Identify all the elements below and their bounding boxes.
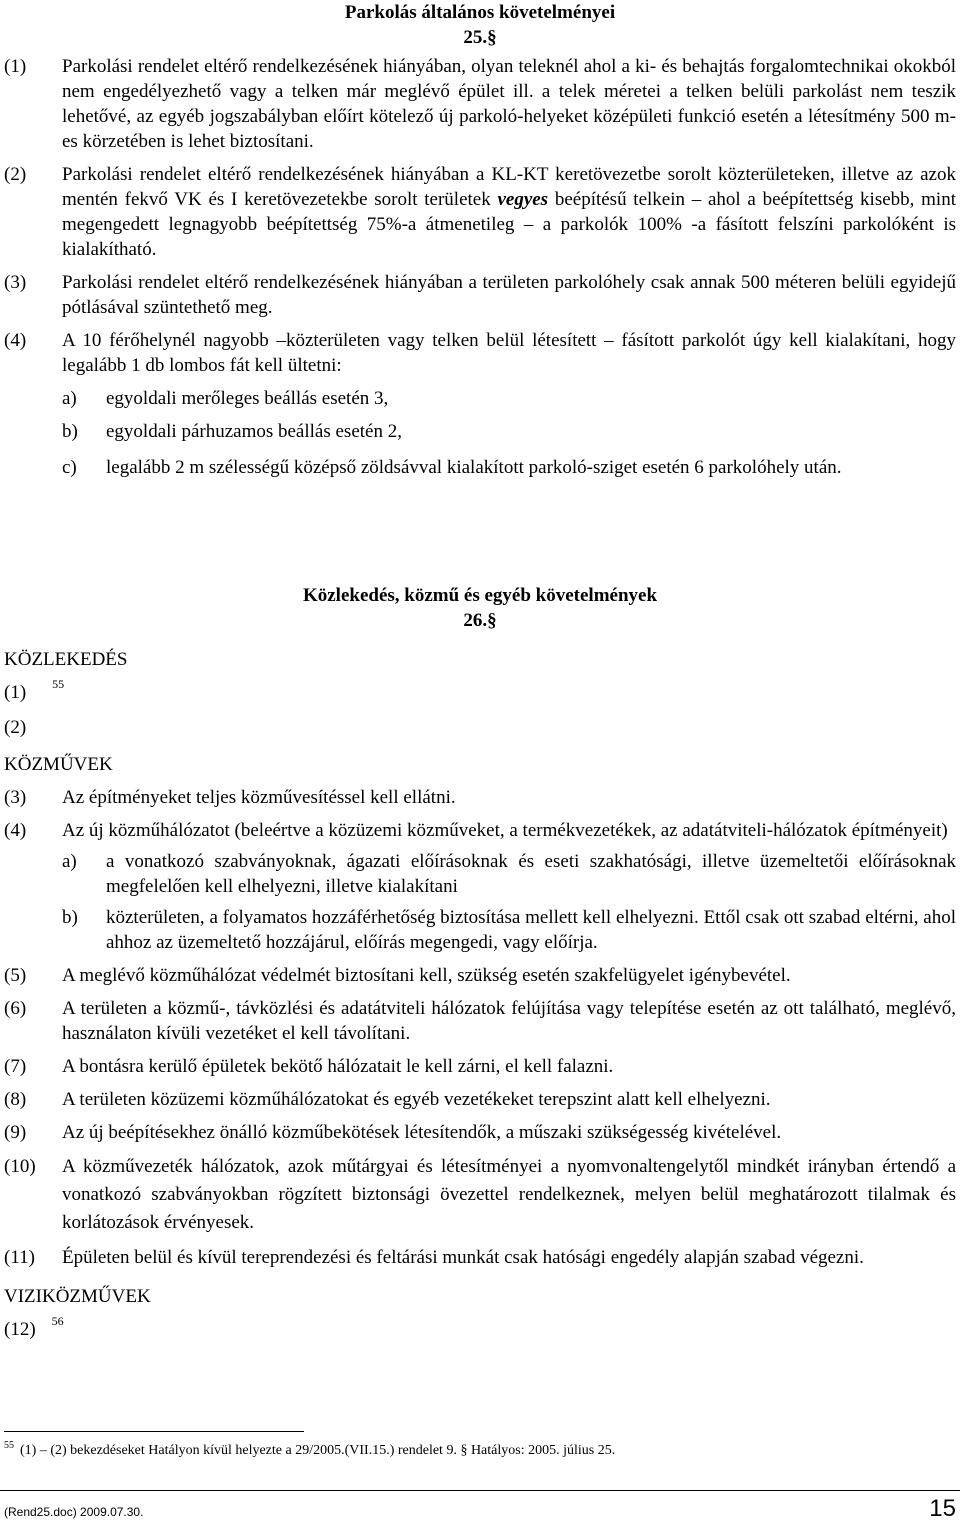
- list-text: egyoldali párhuzamos beállás esetén 2,: [106, 421, 402, 442]
- page-number: 15: [929, 1495, 956, 1522]
- paragraph-number: (2): [4, 164, 27, 185]
- paragraph-number: (4): [4, 820, 27, 841]
- footer-separator: [0, 1490, 960, 1491]
- list-letter: b): [62, 421, 78, 442]
- list-text: közterületen, a folyamatos hozzáférhetőség biztosítása mellett kell elhelyezni. Ettől csak ott szabad eltérni, ahol ahhoz az üzemeltető hozzájárul, előírás megengedi, vagy előírja.: [106, 907, 956, 953]
- paragraph-text: A 10 férőhelynél nagyobb –közterületen vagy telken belül létesített – fásított parkolót úgy kell kialakítani, hogy legalább 1 db lombos fát kell ültetni:: [62, 330, 956, 376]
- paragraph-text: A közművezeték hálózatok, azok műtárgyai és létesítményei a nyomvonaltengelytől mindkét irányban értendő a vonatkozó szabványokban rögzített biztonsági övezettel rendelkeznek, melyen belül meghatározott tilalmak és korlátozások érvényesek.: [62, 1156, 956, 1233]
- section-title: Parkolás általános követelményei: [344, 2, 616, 23]
- paragraph-5: [0, 963, 960, 988]
- list-letter: b): [62, 907, 78, 928]
- paragraph-number: (1): [4, 56, 27, 77]
- list-item: [0, 419, 960, 444]
- paragraph-number: (6): [4, 998, 27, 1019]
- paragraph-number: (3): [4, 272, 27, 293]
- paragraph-text: Az építményeket teljes közművesítéssel kell ellátni.: [62, 787, 456, 808]
- section-number: 25.§: [463, 27, 497, 48]
- paragraph-text: Az új beépítésekhez önálló közműbekötések létesítendők, a műszaki szükségesség kivételével.: [62, 1122, 782, 1143]
- paragraph-2: [0, 162, 960, 262]
- list-item: [0, 452, 960, 484]
- paragraph-6: [0, 996, 960, 1046]
- list-letter: a): [62, 851, 77, 872]
- paragraph-10: [0, 1153, 960, 1237]
- paragraph-text-part1: Parkolási rendelet eltérő rendelkezésének hiányában a KL-KT keretövezetbe sorolt közterületeken, illetve az azok mentén fekvő VK és I keretövezetekbe sorolt területek: [62, 164, 956, 210]
- list-text: legalább 2 m szélességű középső zöldsávval kialakított parkoló-sziget esetén 6 parkolóhely után.: [106, 457, 842, 478]
- paragraph-number: (1): [4, 682, 27, 703]
- paragraph-number: (4): [4, 330, 27, 351]
- paragraph-4: [0, 328, 960, 378]
- paragraph-number: (12): [4, 1319, 36, 1340]
- list-letter: c): [62, 457, 77, 478]
- paragraph-text: A területen közüzemi közműhálózatokat és egyéb vezetékeket terepszint alatt kell elhelyezni.: [62, 1089, 771, 1110]
- paragraph-text: A területen a közmű-, távközlési és adatátviteli hálózatok felújítása vagy telepítése esetén az ott található, meglévő, használaton kívüli vezetéket el kell távolítani.: [62, 998, 956, 1044]
- list-item: [0, 905, 960, 955]
- paragraph-4: [0, 818, 960, 843]
- footnote-mark: 55: [4, 1440, 14, 1451]
- paragraph-text: Épületen belül és kívül tereprendezési és feltárási munkát csak hatósági engedély alapján szabad végezni.: [62, 1247, 864, 1268]
- section-utilities: [0, 583, 960, 1344]
- footer-file-info: (Rend25.doc) 2009.07.30.: [4, 1505, 144, 1519]
- footnote-ref: 56: [51, 1314, 64, 1328]
- paragraph-number: (9): [4, 1122, 27, 1143]
- paragraph-2-number: (2): [4, 717, 27, 738]
- heading-vizikozmuvek: VIZIKÖZMŰVEK: [4, 1286, 151, 1307]
- section-title: Közlekedés, közmű és egyéb követelmények: [302, 585, 658, 606]
- paragraph-text: A meglévő közműhálózat védelmét biztosítani kell, szükség esetén szakfelügyelet igénybevétel.: [62, 965, 791, 986]
- footnote-text: (1) – (2) bekezdéseket Hatályon kívül helyezte a 29/2005.(VII.15.) rendelet 9. § Hatályos: 2005. július 25.: [20, 1443, 616, 1458]
- paragraph-text-part2: beépítésű telkein – ahol a beépítettség kisebb, mint megengedett legnagyobb beépítettség 75%-a átmenetileg – a parkolók 100% -a fásított felszíni parkolóként is kialakítható.: [62, 189, 956, 260]
- paragraph-11: [0, 1245, 960, 1270]
- footnote-ref: 55: [52, 677, 65, 691]
- paragraph-text: Az új közműhálózatot (beleértve a közüzemi közműveket, a termékvezetékek, az adatátviteli-hálózatok építményeit): [62, 820, 948, 841]
- paragraph-text: Parkolási rendelet eltérő rendelkezésének hiányában, olyan teleknél ahol a ki- és behajtás forgalomtechnikai okokból nem engedélyezhető vagy a telken már meglévő épület ill. a telek méretei a telken belüli parkolást nem teszik lehetővé, az egyéb jogszabályban előírt kötelező új parkoló-helyeket középületi funkció esetén a létesítmény 500 m-es körzetében is lehet biztosítani.: [62, 56, 956, 152]
- paragraph-number: (11): [4, 1247, 35, 1268]
- paragraph-3: [0, 270, 960, 320]
- list-item: [0, 386, 960, 411]
- emphasis-word: vegyes: [497, 189, 549, 210]
- list-item: [0, 849, 960, 899]
- paragraph-number: (3): [4, 787, 27, 808]
- section-parking: [0, 0, 960, 484]
- paragraph-1: [0, 54, 960, 154]
- heading-kozlekedes: KÖZLEKEDÉS: [4, 649, 128, 670]
- paragraph-text: A bontásra kerülő épületek bekötő hálózatait le kell zárni, el kell falazni.: [62, 1056, 614, 1077]
- paragraph-1: [0, 677, 960, 707]
- list-text: a vonatkozó szabványoknak, ágazati előírásoknak és eseti szakhatósági, illetve üzemeltetői előírásoknak megfelelően kell elhelyezni, illetve kialakítani: [106, 851, 956, 897]
- list-text: egyoldali merőleges beállás esetén 3,: [106, 388, 389, 409]
- paragraph-text: Parkolási rendelet eltérő rendelkezésének hiányában a területen parkolóhely csak annak 500 méteren belüli egyidejű pótlásával szüntethető meg.: [62, 272, 956, 318]
- paragraph-number: (5): [4, 965, 27, 986]
- paragraph-9: [0, 1120, 960, 1145]
- heading-kozmuvek: KÖZMŰVEK: [4, 754, 113, 775]
- footnote: [4, 1442, 615, 1461]
- paragraph-3: [0, 785, 960, 810]
- paragraph-12: [0, 1314, 960, 1344]
- paragraph-number: (10): [4, 1156, 36, 1177]
- paragraph-number: (7): [4, 1056, 27, 1077]
- section-number: 26.§: [463, 610, 497, 631]
- list-letter: a): [62, 388, 77, 409]
- paragraph-number: (8): [4, 1089, 27, 1110]
- paragraph-8: [0, 1087, 960, 1112]
- footnote-separator: [4, 1431, 304, 1432]
- paragraph-7: [0, 1054, 960, 1079]
